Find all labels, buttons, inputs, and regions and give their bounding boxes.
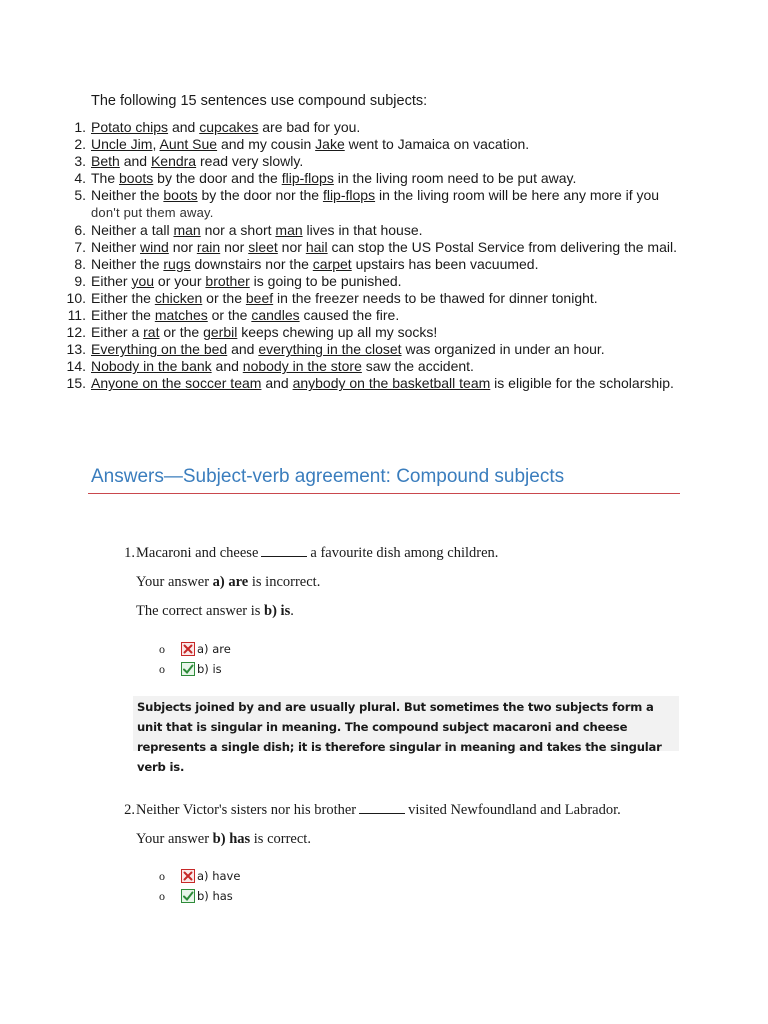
question-text-after: visited Newfoundland and Labrador. (408, 802, 621, 818)
answer-option (159, 866, 241, 886)
sentence-text: Either a (91, 324, 144, 341)
compound-subject: nobody in the store (242, 358, 362, 375)
compound-subject: Everything on the bed (91, 341, 228, 358)
bullet-marker: o (159, 888, 165, 903)
sentence-text: by the door nor the (197, 187, 323, 204)
sentence-text: downstairs nor the (190, 255, 313, 272)
compound-subject: Uncle Jim (91, 136, 153, 153)
compound-subject: rain (196, 238, 221, 255)
your-answer-line (136, 831, 311, 848)
compound-subject: Anyone on the soccer team (91, 375, 262, 392)
sentence-number: 8. (74, 255, 86, 272)
compound-subject: hail (305, 238, 328, 255)
sentence-item (62, 136, 682, 153)
sentence-item (62, 375, 682, 392)
x-box-icon (181, 869, 195, 883)
sentence-text: are bad for you. (258, 119, 361, 135)
sentence-text: Neither a tall (91, 221, 174, 238)
correct-answer-value: b) is (264, 603, 291, 619)
sentence-text: and (261, 375, 293, 392)
sentence-item (62, 341, 682, 358)
compound-subject: Beth (91, 153, 120, 170)
sentence-number: 12. (66, 324, 86, 341)
bullet-marker: o (159, 641, 165, 656)
sentence-item (62, 324, 682, 341)
sentence-item (62, 222, 682, 239)
compound-subject: anybody on the basketball team (292, 375, 491, 392)
sentence-text: or the (159, 324, 204, 341)
bullet-marker: o (159, 661, 165, 676)
sentence-text: was organized in under an hour. (401, 341, 605, 358)
sentence-text: and (227, 341, 259, 358)
sentence-item (62, 256, 682, 273)
sentence-number: 3. (74, 153, 86, 170)
compound-subject: man (275, 221, 303, 238)
compound-subject: chicken (154, 289, 203, 306)
sentence-text: in the living room will be here any more if you (375, 187, 660, 204)
explanation-box: Subjects joined by and are usually plural. But sometimes the two subjects form a unit that is singular in meaning. The compound subject macaroni and cheese represents a single dish; it is therefore singular in meaning and takes the singular verb is. (133, 696, 679, 751)
correct-answer-label: The correct answer is (136, 603, 261, 619)
compound-subject: carpet (312, 255, 352, 272)
option-list (159, 866, 241, 906)
sentence-number: 13. (66, 341, 86, 358)
sentence-text: by the door and the (153, 170, 282, 187)
question-text-before: Macaroni and cheese (136, 545, 259, 561)
compound-subject: brother (205, 272, 250, 289)
compound-subject: Kendra (150, 153, 197, 170)
check-box-icon (181, 662, 195, 676)
sentence-text: and (119, 153, 151, 170)
option-label: a) are (197, 642, 231, 656)
compound-subject: Nobody in the bank (91, 358, 212, 375)
sentence-number: 4. (74, 170, 86, 187)
sentence-text: read very slowly. (196, 153, 304, 170)
your-answer-value: b) has (212, 831, 251, 847)
sentence-text: Either (91, 272, 132, 289)
sentence-number: 5. (74, 187, 86, 204)
sentence-item (62, 153, 682, 170)
sentence-item (62, 119, 682, 136)
intro-text: The following 15 sentences use compound subjects: (91, 93, 428, 109)
heading-divider (88, 493, 680, 494)
sentence-number: 1. (74, 119, 86, 135)
sentence-text: is going to be punished. (249, 272, 402, 289)
sentence-number: 15. (66, 375, 86, 392)
compound-subject: flip-flops (322, 187, 376, 204)
question-number: 2. (124, 802, 135, 818)
compound-subject: rat (143, 324, 160, 341)
your-answer-status: is correct. (253, 831, 311, 847)
sentence-text: don't put them away. (91, 205, 214, 221)
sentence-text: nor a short (200, 221, 276, 238)
compound-subject: man (173, 221, 201, 238)
check-box-icon (181, 889, 195, 903)
sentence-number: 7. (74, 238, 86, 255)
your-answer-label: Your answer (136, 831, 210, 847)
sentence-text: and (211, 358, 243, 375)
sentence-list (62, 119, 682, 393)
sentence-item (62, 358, 682, 375)
sentence-number: 6. (74, 221, 86, 238)
sentence-text: lives in that house. (302, 221, 423, 238)
sentence-number: 10. (66, 289, 86, 306)
compound-subject: you (131, 272, 155, 289)
compound-subject: Jake (315, 136, 345, 153)
compound-subject: Potato chips (91, 119, 169, 135)
sentence-text: and my cousin (217, 136, 316, 153)
option-label: a) have (197, 869, 241, 883)
sentence-text: or the (207, 307, 252, 324)
bullet-marker: o (159, 868, 165, 883)
sentence-text: , (152, 136, 160, 153)
question-number: 1. (124, 545, 135, 561)
sentence-text: Either the (91, 307, 155, 324)
answer-blank (359, 803, 405, 814)
sentence-number: 9. (74, 272, 86, 289)
compound-subject: everything in the closet (258, 341, 402, 358)
your-answer-value: a) are (212, 574, 249, 590)
option-label: b) is (197, 662, 222, 676)
sentence-item (62, 290, 682, 307)
your-answer-label: Your answer (136, 574, 210, 590)
sentence-number: 14. (66, 358, 86, 375)
sentence-text: The (91, 170, 120, 187)
sentence-text: and (168, 119, 200, 135)
sentence-text: in the living room need to be put away. (333, 170, 577, 187)
sentence-text: can stop the US Postal Service from delivering the mail. (327, 238, 677, 255)
sentence-text: Neither the (91, 255, 164, 272)
sentence-text: nor (277, 238, 306, 255)
sentence-number: 2. (74, 136, 86, 153)
sentence-text: or your (154, 272, 206, 289)
x-box-icon (181, 642, 195, 656)
option-label: b) has (197, 889, 233, 903)
sentence-text: in the freezer needs to be thawed for dinner tonight. (273, 289, 598, 306)
sentence-text: Neither the (91, 187, 164, 204)
compound-subject: Aunt Sue (159, 136, 218, 153)
question-text-before: Neither Victor's sisters nor his brother (136, 802, 357, 818)
your-answer-line (136, 574, 320, 591)
answer-option (159, 639, 231, 659)
sentence-text: Either the (91, 289, 155, 306)
sentence-text: nor (220, 238, 249, 255)
compound-subject: cupcakes (199, 119, 259, 135)
compound-subject: boots (119, 170, 154, 187)
your-answer-status: is incorrect. (251, 574, 321, 590)
sentence-text: went to Jamaica on vacation. (344, 136, 530, 153)
answers-heading: Answers—Subject-verb agreement: Compound subjects (91, 466, 565, 487)
compound-subject: gerbil (203, 324, 238, 341)
compound-subject: candles (251, 307, 300, 324)
sentence-item (62, 187, 682, 221)
sentence-number: 11. (67, 307, 86, 324)
sentence-item (62, 239, 682, 256)
sentence-item (62, 273, 682, 290)
sentence-item (62, 307, 682, 324)
compound-subject: rugs (163, 255, 191, 272)
sentence-item (62, 170, 682, 187)
correct-answer-line: The correct answer is b) is. (136, 603, 294, 619)
sentence-text: is eligible for the scholarship. (490, 375, 674, 392)
question-text-after: a favourite dish among children. (310, 545, 499, 561)
compound-subject: boots (163, 187, 198, 204)
sentence-text: keeps chewing up all my socks! (237, 324, 438, 341)
sentence-text: nor (168, 238, 197, 255)
compound-subject: wind (140, 238, 169, 255)
sentence-text: caused the fire. (299, 307, 400, 324)
compound-subject: matches (154, 307, 208, 324)
answer-option (159, 886, 240, 906)
option-list (159, 639, 231, 679)
compound-subject: flip-flops (281, 170, 334, 187)
compound-subject: sleet (248, 238, 278, 255)
sentence-text: or the (202, 289, 246, 306)
compound-subject: beef (245, 289, 274, 306)
answer-blank (261, 546, 307, 557)
sentence-text: saw the accident. (361, 358, 474, 375)
sentence-text: upstairs has been vacuumed. (351, 255, 539, 272)
sentence-text: Neither (91, 238, 141, 255)
answer-option (159, 659, 231, 679)
